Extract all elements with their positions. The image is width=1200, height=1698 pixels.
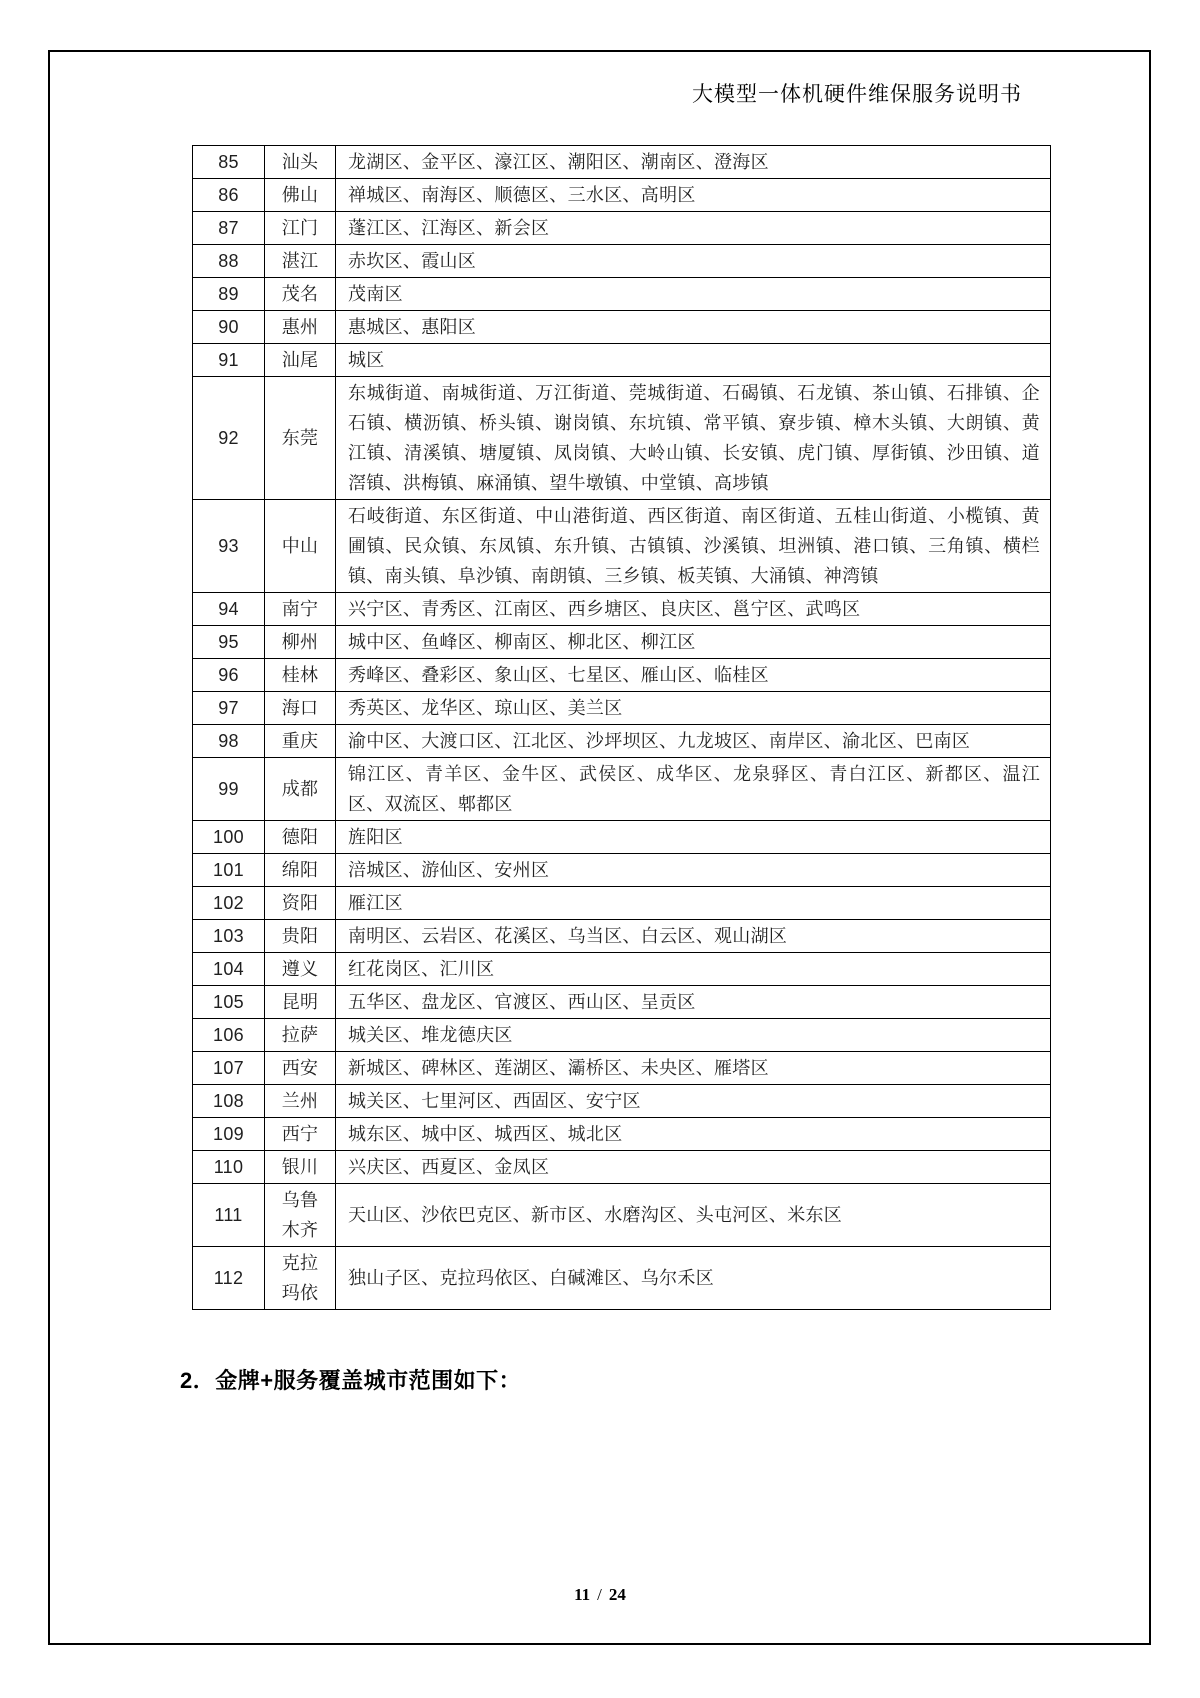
row-number-cell: 93: [193, 500, 265, 593]
city-name-cell: 绵阳: [265, 854, 336, 887]
row-number-cell: 90: [193, 311, 265, 344]
districts-cell: 雁江区: [336, 887, 1051, 920]
row-number-cell: 91: [193, 344, 265, 377]
table-row: [193, 1184, 1051, 1247]
table-row: [193, 311, 1051, 344]
row-number-cell: 88: [193, 245, 265, 278]
row-number-cell: 87: [193, 212, 265, 245]
row-number-cell: 112: [193, 1247, 265, 1310]
table-row: [193, 659, 1051, 692]
city-name-cell: 江门: [265, 212, 336, 245]
table-row: [193, 146, 1051, 179]
row-number-cell: 99: [193, 758, 265, 821]
row-number-cell: 105: [193, 986, 265, 1019]
row-number-cell: 100: [193, 821, 265, 854]
row-number-cell: 85: [193, 146, 265, 179]
districts-cell: 兴宁区、青秀区、江南区、西乡塘区、良庆区、邕宁区、武鸣区: [336, 593, 1051, 626]
city-name-cell: 南宁: [265, 593, 336, 626]
row-number-cell: 109: [193, 1118, 265, 1151]
districts-cell: 秀英区、龙华区、琼山区、美兰区: [336, 692, 1051, 725]
city-coverage-table-body: [193, 146, 1051, 1310]
districts-cell: 五华区、盘龙区、官渡区、西山区、呈贡区: [336, 986, 1051, 1019]
document-header-title: 大模型一体机硬件维保服务说明书: [692, 82, 1022, 106]
districts-cell: 蓬江区、江海区、新会区: [336, 212, 1051, 245]
city-name-cell: 昆明: [265, 986, 336, 1019]
districts-cell: 天山区、沙依巴克区、新市区、水磨沟区、头屯河区、米东区: [336, 1184, 1051, 1247]
row-number-cell: 106: [193, 1019, 265, 1052]
city-name-cell: 重庆: [265, 725, 336, 758]
table-row: [193, 212, 1051, 245]
table-row: [193, 1019, 1051, 1052]
districts-cell: 惠城区、惠阳区: [336, 311, 1051, 344]
city-name-cell: 德阳: [265, 821, 336, 854]
row-number-cell: 89: [193, 278, 265, 311]
city-name-cell: 西宁: [265, 1118, 336, 1151]
table-row: [193, 1151, 1051, 1184]
table-row: [193, 278, 1051, 311]
city-name-cell: 拉萨: [265, 1019, 336, 1052]
districts-cell: 独山子区、克拉玛依区、白碱滩区、乌尔禾区: [336, 1247, 1051, 1310]
city-name-cell: 桂林: [265, 659, 336, 692]
city-name-cell: 柳州: [265, 626, 336, 659]
row-number-cell: 107: [193, 1052, 265, 1085]
city-name-cell: 克拉玛依: [265, 1247, 336, 1310]
districts-cell: 兴庆区、西夏区、金凤区: [336, 1151, 1051, 1184]
city-coverage-table: [192, 145, 1051, 1310]
districts-cell: 禅城区、南海区、顺德区、三水区、高明区: [336, 179, 1051, 212]
districts-cell: 新城区、碑林区、莲湖区、灞桥区、未央区、雁塔区: [336, 1052, 1051, 1085]
districts-cell: 东城街道、南城街道、万江街道、莞城街道、石碣镇、石龙镇、茶山镇、石排镇、企石镇、横沥镇、桥头镇、谢岗镇、东坑镇、常平镇、寮步镇、樟木头镇、大朗镇、黄江镇、清溪镇、塘厦镇、凤岗镇、大岭山镇、长安镇、虎门镇、厚街镇、沙田镇、道滘镇、洪梅镇、麻涌镇、望牛墩镇、中堂镇、高埗镇: [336, 377, 1051, 500]
city-name-cell: 遵义: [265, 953, 336, 986]
row-number-cell: 95: [193, 626, 265, 659]
districts-cell: 城区: [336, 344, 1051, 377]
city-name-cell: 兰州: [265, 1085, 336, 1118]
page-number-current: 11: [574, 1585, 591, 1604]
table-row: [193, 854, 1051, 887]
districts-cell: 渝中区、大渡口区、江北区、沙坪坝区、九龙坡区、南岸区、渝北区、巴南区: [336, 725, 1051, 758]
row-number-cell: 101: [193, 854, 265, 887]
districts-cell: 涪城区、游仙区、安州区: [336, 854, 1051, 887]
row-number-cell: 92: [193, 377, 265, 500]
city-name-cell: 海口: [265, 692, 336, 725]
table-row: [193, 887, 1051, 920]
table-row: [193, 179, 1051, 212]
page-footer: [0, 1585, 1200, 1605]
city-name-cell: 东莞: [265, 377, 336, 500]
row-number-cell: 96: [193, 659, 265, 692]
table-row: [193, 344, 1051, 377]
districts-cell: 赤坎区、霞山区: [336, 245, 1051, 278]
city-name-cell: 银川: [265, 1151, 336, 1184]
city-name-cell: 成都: [265, 758, 336, 821]
table-row: [193, 1052, 1051, 1085]
districts-cell: 石岐街道、东区街道、中山港街道、西区街道、南区街道、五桂山街道、小榄镇、黄圃镇、民众镇、东凤镇、东升镇、古镇镇、沙溪镇、坦洲镇、港口镇、三角镇、横栏镇、南头镇、阜沙镇、南朗镇、三乡镇、板芙镇、大涌镇、神湾镇: [336, 500, 1051, 593]
page-number-total: 24: [608, 1585, 626, 1604]
districts-cell: 龙湖区、金平区、濠江区、潮阳区、潮南区、澄海区: [336, 146, 1051, 179]
city-name-cell: 中山: [265, 500, 336, 593]
table-row: [193, 500, 1051, 593]
table-row: [193, 953, 1051, 986]
section-heading: 2．金牌+服务覆盖城市范围如下：: [180, 1368, 522, 1393]
row-number-cell: 108: [193, 1085, 265, 1118]
districts-cell: 城中区、鱼峰区、柳南区、柳北区、柳江区: [336, 626, 1051, 659]
table-row: [193, 593, 1051, 626]
city-name-cell: 茂名: [265, 278, 336, 311]
table-row: [193, 1118, 1051, 1151]
districts-cell: 南明区、云岩区、花溪区、乌当区、白云区、观山湖区: [336, 920, 1051, 953]
row-number-cell: 97: [193, 692, 265, 725]
districts-cell: 红花岗区、汇川区: [336, 953, 1051, 986]
city-name-cell: 汕头: [265, 146, 336, 179]
row-number-cell: 110: [193, 1151, 265, 1184]
page-number-separator: /: [597, 1585, 602, 1604]
districts-cell: 城关区、七里河区、西固区、安宁区: [336, 1085, 1051, 1118]
city-name-cell: 惠州: [265, 311, 336, 344]
row-number-cell: 103: [193, 920, 265, 953]
districts-cell: 锦江区、青羊区、金牛区、武侯区、成华区、龙泉驿区、青白江区、新都区、温江区、双流区、郫都区: [336, 758, 1051, 821]
city-name-cell: 佛山: [265, 179, 336, 212]
table-row: [193, 1085, 1051, 1118]
row-number-cell: 86: [193, 179, 265, 212]
table-row: [193, 1247, 1051, 1310]
row-number-cell: 98: [193, 725, 265, 758]
row-number-cell: 94: [193, 593, 265, 626]
table-row: [193, 377, 1051, 500]
table-row: [193, 692, 1051, 725]
row-number-cell: 102: [193, 887, 265, 920]
row-number-cell: 104: [193, 953, 265, 986]
table-row: [193, 758, 1051, 821]
row-number-cell: 111: [193, 1184, 265, 1247]
city-name-cell: 汕尾: [265, 344, 336, 377]
districts-cell: 秀峰区、叠彩区、象山区、七星区、雁山区、临桂区: [336, 659, 1051, 692]
table-row: [193, 245, 1051, 278]
districts-cell: 旌阳区: [336, 821, 1051, 854]
districts-cell: 城关区、堆龙德庆区: [336, 1019, 1051, 1052]
table-row: [193, 986, 1051, 1019]
city-name-cell: 乌鲁木齐: [265, 1184, 336, 1247]
table-row: [193, 626, 1051, 659]
city-name-cell: 资阳: [265, 887, 336, 920]
districts-cell: 茂南区: [336, 278, 1051, 311]
city-name-cell: 湛江: [265, 245, 336, 278]
districts-cell: 城东区、城中区、城西区、城北区: [336, 1118, 1051, 1151]
table-row: [193, 725, 1051, 758]
table-row: [193, 920, 1051, 953]
city-name-cell: 贵阳: [265, 920, 336, 953]
city-name-cell: 西安: [265, 1052, 336, 1085]
table-row: [193, 821, 1051, 854]
